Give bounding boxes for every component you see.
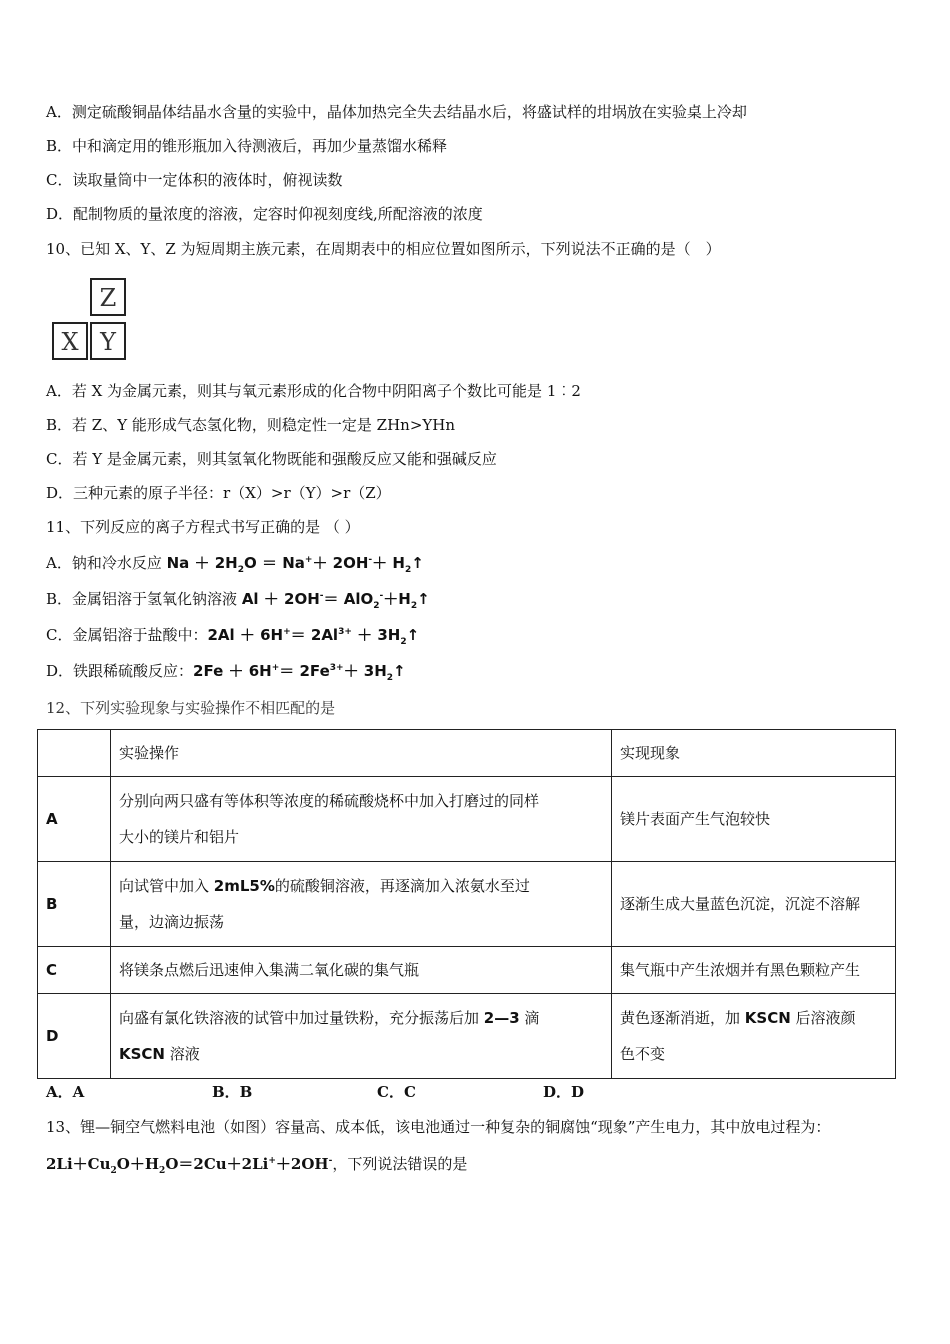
q11-option-b (46, 589, 430, 609)
row-label: B (38, 862, 111, 947)
row-result: 逐渐生成大量蓝色沉淀，沉淀不溶解 (612, 862, 896, 947)
q11-option-a (46, 553, 424, 573)
q11-option-d (46, 661, 406, 681)
q11-option-b-equation: $Al + 2OH^-= AlO_2^-+H_2↑$ (241, 590, 430, 611)
table-row (38, 777, 896, 862)
row-operation (111, 862, 612, 947)
q11-option-a-prefix: A．钠和冷水反应 (46, 554, 162, 572)
q9-option-c: C．读取量筒中一定体积的液体时，俯视读数 (46, 171, 343, 189)
q11-option-c-prefix: C．金属铝溶于盐酸中： (46, 626, 208, 644)
row-operation: 将镁条点燃后迅速伸入集满二氧化碳的集气瓶 (111, 947, 612, 994)
operation-line: 向试管中加入 2mL5%的硫酸铜溶液，再逐滴加入浓氨水至过 (119, 877, 530, 895)
q11-option-c-equation: $2Al + 6H^+= 2Al^{3+}$ ＋ $3H_2↑$ (207, 626, 420, 647)
result-line: 黄色逐渐消逝，加 KSCN 后溶液颜 (620, 1009, 856, 1027)
table-header-cell (38, 730, 111, 777)
operation-line: 大小的镁片和铝片 (119, 828, 240, 846)
table-row (38, 862, 896, 947)
row-result: 集气瓶中产生浓烟并有黑色颗粒产生 (612, 947, 896, 994)
row-operation (111, 777, 612, 862)
q13-equation-line (46, 1154, 467, 1174)
q12-choice-d: D．D (543, 1083, 585, 1101)
q12-choice-a: A．A (46, 1083, 85, 1101)
operation-line: KSCN 溶液 (119, 1045, 200, 1063)
q12-stem: 12、下列实验现象与实验操作不相匹配的是 (46, 699, 336, 717)
row-label: D (38, 994, 111, 1079)
table-row (38, 947, 896, 994)
cell-x: X (52, 322, 88, 360)
operation-line: 量，边滴边振荡 (119, 913, 225, 931)
periodic-table-figure (52, 278, 130, 362)
q9-option-b: B．中和滴定用的锥形瓶加入待测液后，再加少量蒸馏水稀释 (46, 137, 448, 155)
table-header-cell: 实现现象 (612, 730, 896, 777)
q12-choice-b: B．B (212, 1083, 253, 1101)
q11-option-a-equation: $Na + 2H_2O = Na^++ 2OH^-+$ $H_2↑$ (166, 554, 424, 575)
table-header-cell: 实验操作 (111, 730, 612, 777)
row-result (612, 994, 896, 1079)
table-row (38, 994, 896, 1079)
q11-option-d-prefix: D．铁跟稀硫酸反应： (46, 662, 194, 680)
q10-option-d: D．三种元素的原子半径：r（X）>r（Y）>r（Z） (46, 484, 391, 502)
q11-stem: 11、下列反应的离子方程式书写正确的是 （ ） (46, 518, 360, 536)
q13-stem: 13、锂—铜空气燃料电池（如图）容量高、成本低，该电池通过一种复杂的铜腐蚀“现象”产生电力，其中放电过程为： (46, 1118, 831, 1136)
q10-option-b: B．若 Z、Y 能形成气态氢化物，则稳定性一定是 ZHn>YHn (46, 416, 456, 434)
q10-option-a: A．若 X 为金属元素，则其与氧元素形成的化合物中阴阳离子个数比可能是 1︰2 (46, 382, 581, 400)
q11-option-d-equation: $2Fe + 6H^+= 2Fe^{3+}+$ $3H_2↑$ (193, 662, 406, 683)
cell-y: Y (90, 322, 126, 360)
q11-option-c (46, 625, 419, 645)
q11-option-b-prefix: B．金属铝溶于氢氧化钠溶液 (46, 590, 238, 608)
row-operation (111, 994, 612, 1079)
row-label: C (38, 947, 111, 994)
q10-option-c: C．若 Y 是金属元素，则其氢氧化物既能和强酸反应又能和强碱反应 (46, 450, 497, 468)
operation-line: 向盛有氯化铁溶液的试管中加过量铁粉，充分振荡后加 2—3 滴 (119, 1009, 540, 1027)
experiment-table (37, 729, 896, 1079)
table-header-row (38, 730, 896, 777)
q10-stem: 10、已知 X、Y、Z 为短周期主族元素，在周期表中的相应位置如图所示，下列说法不正确的是（ ） (46, 240, 721, 258)
q13-tail: ，下列说法错误的是 (332, 1155, 468, 1173)
result-line: 色不变 (620, 1045, 666, 1063)
cell-z: Z (90, 278, 126, 316)
q9-option-a: A．测定硫酸铜晶体结晶水含量的实验中，晶体加热完全失去结晶水后，将盛试样的坩埚放在实验桌上冷却 (46, 103, 747, 121)
q9-option-d: D．配制物质的量浓度的溶液，定容时仰视刻度线,所配溶液的浓度 (46, 205, 483, 223)
row-label: A (38, 777, 111, 862)
q13-equation: $2Li+Cu_2O+H_2O=2Cu+2Li^++2OH^-$ (46, 1155, 333, 1176)
operation-line: 分别向两只盛有等体积等浓度的稀硫酸烧杯中加入打磨过的同样 (119, 792, 540, 810)
q12-choice-c: C．C (377, 1083, 416, 1101)
row-result: 镁片表面产生气泡较快 (612, 777, 896, 862)
